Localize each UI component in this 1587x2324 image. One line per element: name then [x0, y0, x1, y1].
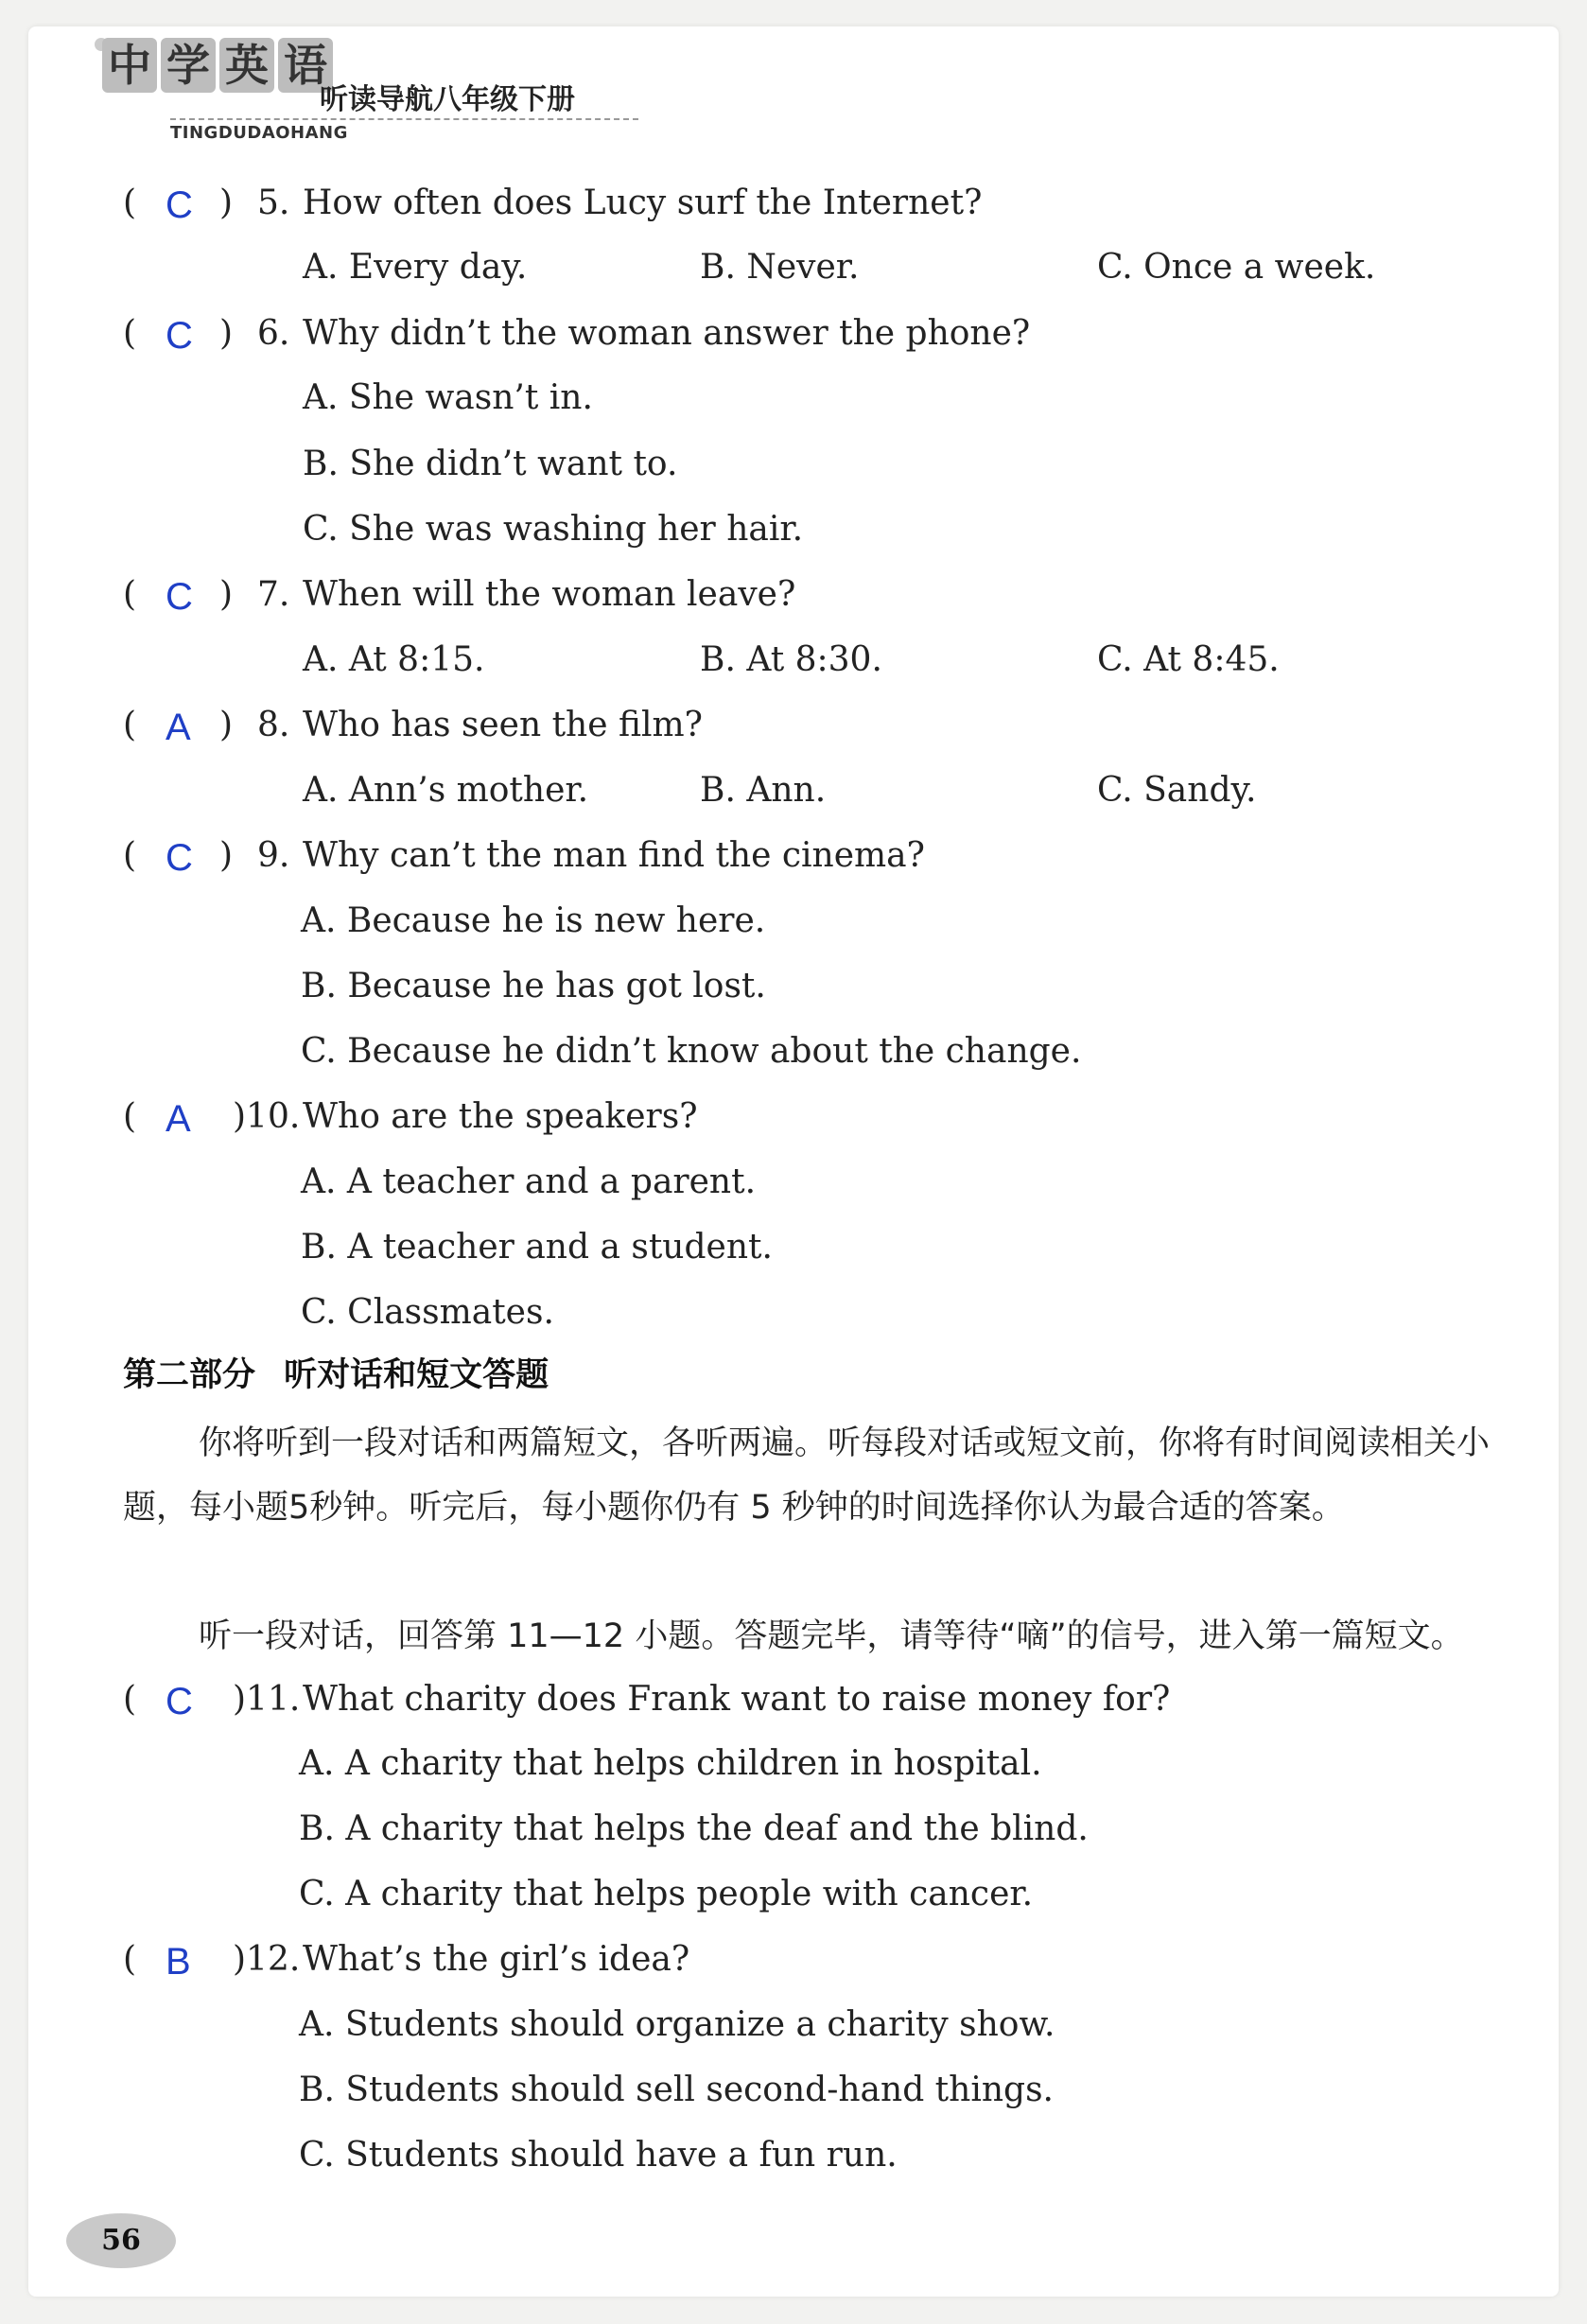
- section-instructions: 你将听到一段对话和两篇短文，各听两遍。听每段对话或短文前，你将有时间阅读相关小题，每小题5秒钟。听完后，每小题你仍有 5 秒钟的时间选择你认为最合适的答案。: [123, 1424, 1491, 1527]
- book-subtitle: 听读导航八年级下册: [320, 83, 575, 116]
- answer-mark: C: [166, 837, 193, 879]
- dialog-intro: 听一段对话，回答第 11—12 小题。答题完毕，请等待“嘀”的信号，进入第一篇短文。: [199, 1617, 1464, 1655]
- book-title: [102, 38, 333, 93]
- option-b: B. Never.: [700, 248, 860, 287]
- option-a: A. At 8:15.: [303, 640, 485, 679]
- option-c: C. Students should have a fun run.: [299, 2136, 898, 2175]
- question-text: Who has seen the film?: [303, 706, 703, 744]
- option-a: A. Ann’s mother.: [303, 771, 589, 810]
- option-a: A. A teacher and a parent.: [301, 1162, 757, 1201]
- option-a: A. A charity that helps children in hospital.: [299, 1744, 1042, 1783]
- title-char: 中: [102, 38, 157, 93]
- answer-mark: C: [166, 184, 193, 226]
- question-number: 5.: [257, 183, 290, 222]
- question-number: 6.: [257, 314, 290, 353]
- question-number: 8.: [257, 706, 290, 744]
- option-a: A. Students should organize a charity show.: [299, 2005, 1055, 2044]
- question-text: When will the woman leave?: [303, 575, 796, 614]
- option-c: C. Because he didn’t know about the change.: [301, 1032, 1082, 1071]
- question-text: What’s the girl’s idea?: [303, 1940, 690, 1979]
- answer-mark: A: [166, 707, 191, 748]
- question-number: )12.: [233, 1940, 301, 1979]
- option-b: B. She didn’t want to.: [303, 445, 678, 483]
- option-b: B. A teacher and a student.: [301, 1228, 773, 1267]
- option-b: B. Students should sell second-hand things.: [299, 2071, 1054, 2109]
- option-c: C. Once a week.: [1097, 248, 1376, 287]
- answer-mark: C: [166, 315, 193, 357]
- title-char: 语: [278, 38, 333, 93]
- option-b: B. Because he has got lost.: [301, 967, 766, 1005]
- option-c: C. At 8:45.: [1097, 640, 1280, 679]
- header-divider: [170, 118, 638, 120]
- option-a: A. Because he is new here.: [301, 901, 766, 940]
- question-number: 9.: [257, 836, 290, 875]
- question-text: What charity does Frank want to raise money for?: [303, 1680, 1171, 1719]
- question-text: Why can’t the man find the cinema?: [303, 836, 925, 875]
- question-text: Who are the speakers?: [303, 1097, 698, 1136]
- book-pinyin: TINGDUDAOHANG: [170, 123, 348, 143]
- option-a: A. She wasn’t in.: [303, 378, 593, 417]
- option-a: A. Every day.: [303, 248, 528, 287]
- question-number: 7.: [257, 575, 290, 614]
- title-char: 学: [161, 38, 216, 93]
- answer-mark: C: [166, 1681, 193, 1722]
- page-number: 56: [66, 2213, 176, 2268]
- option-b: B. A charity that helps the deaf and the blind.: [299, 1809, 1089, 1848]
- option-b: B. At 8:30.: [700, 640, 882, 679]
- option-c: C. Sandy.: [1097, 771, 1257, 810]
- question-text: Why didn’t the woman answer the phone?: [303, 314, 1031, 353]
- question-number: )10.: [233, 1097, 301, 1136]
- answer-mark: C: [166, 576, 193, 618]
- answer-mark: A: [166, 1098, 191, 1140]
- title-char: 英: [219, 38, 274, 93]
- option-c: C. A charity that helps people with cancer.: [299, 1875, 1034, 1913]
- option-c: C. Classmates.: [301, 1293, 554, 1332]
- option-c: C. She was washing her hair.: [303, 510, 804, 549]
- answer-mark: B: [166, 1941, 191, 1983]
- option-b: B. Ann.: [700, 771, 827, 810]
- question-number: )11.: [233, 1680, 301, 1719]
- section-title: 第二部分 听对话和短文答题: [123, 1356, 549, 1394]
- question-text: How often does Lucy surf the Internet?: [303, 183, 983, 222]
